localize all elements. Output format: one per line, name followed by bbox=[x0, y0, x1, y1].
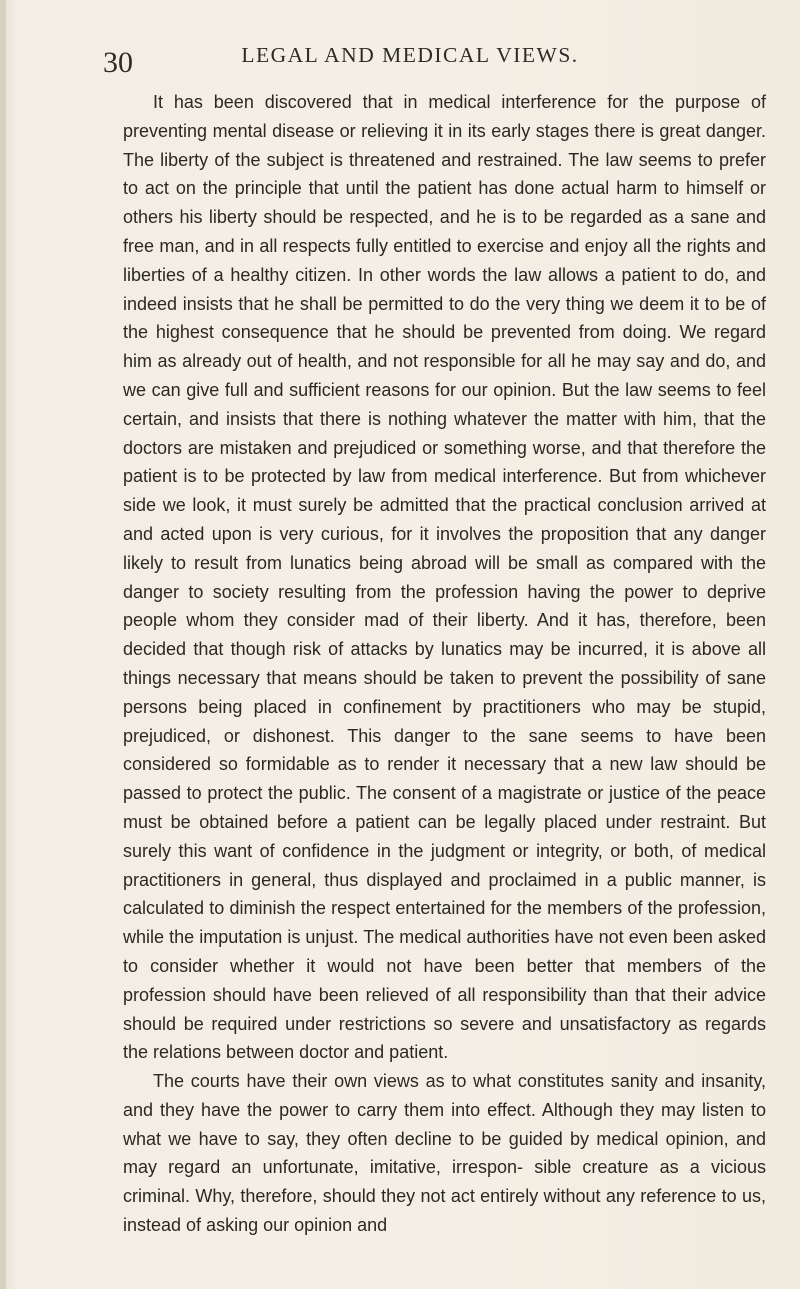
running-head: LEGAL AND MEDICAL VIEWS. bbox=[241, 43, 579, 67]
paragraph: The courts have their own views as to what constitutes sanity and insanity, and they have the power to carry them into effect. Although they may listen to what we have to say, they often decline to be guided by medical opinion, and may regard an unfortunate, imitative, irrespon- sible creature as a vicious criminal. Why, therefore, should they not act entirely without any reference to us, instead of asking our opinion and bbox=[123, 1071, 766, 1236]
page-binding-edge bbox=[0, 0, 6, 1289]
paragraph: It has been discovered that in medical interference for the purpose of preventing mental disease or relieving it in its early stages there is great danger. The liberty of the subject is threatened and restrained. The law seems to prefer to act on the principle that until the patient has done actual harm to himself or others his liberty should be respected, and he is to be regarded as a sane and free man, and in all respects fully entitled to exercise and enjoy all the rights and liberties of a healthy citizen. In other words the law allows a patient to do, and indeed insists that he shall be permitted to do the very thing we deem it to be of the highest consequence that he should be prevented from doing. We regard him as already out of health, and not responsible for all he may say and do, and we can give full and sufficient reasons for our opinion. But the law seems to feel certain, and insists that there is nothing whatever the matter with him, that the doctors are mistaken and prejudiced or something worse, and that therefore the patient is to be protected by law from medical interference. But from whichever side we look, it must surely be admitted that the practical conclusion arrived at and acted upon is very curious, for it involves the proposition that any danger likely to result from lunatics being abroad will be small as compared with the danger to society resulting from the profession having the power to deprive people whom they consider mad of their liberty. And it has, therefore, been decided that though risk of attacks by lunatics may be incurred, it is above all things necessary that means should be taken to prevent the possibility of sane persons being placed in confinement by practitioners who may be stupid, prejudiced, or dishonest. This danger to the sane seems to have been considered so formidable as to render it necessary that a new law should be passed to protect the public. The consent of a magistrate or justice of the peace must be obtained before a patient can be legally placed under restraint. But surely this want of confidence in the judgment or integrity, or both, of medical practitioners in general, thus displayed and proclaimed in a public manner, is calculated to diminish the respect entertained for the members of the profession, while the imputation is unjust. The medical authorities have not even been asked to consider whether it would not have been better that members of the profession should have been relieved of all responsibility than that their advice should be required under restrictions so severe and unsatisfactory as regards the relations between doctor and patient. bbox=[123, 92, 766, 1063]
page-number: 30 bbox=[103, 46, 133, 79]
body-text bbox=[123, 88, 766, 1240]
